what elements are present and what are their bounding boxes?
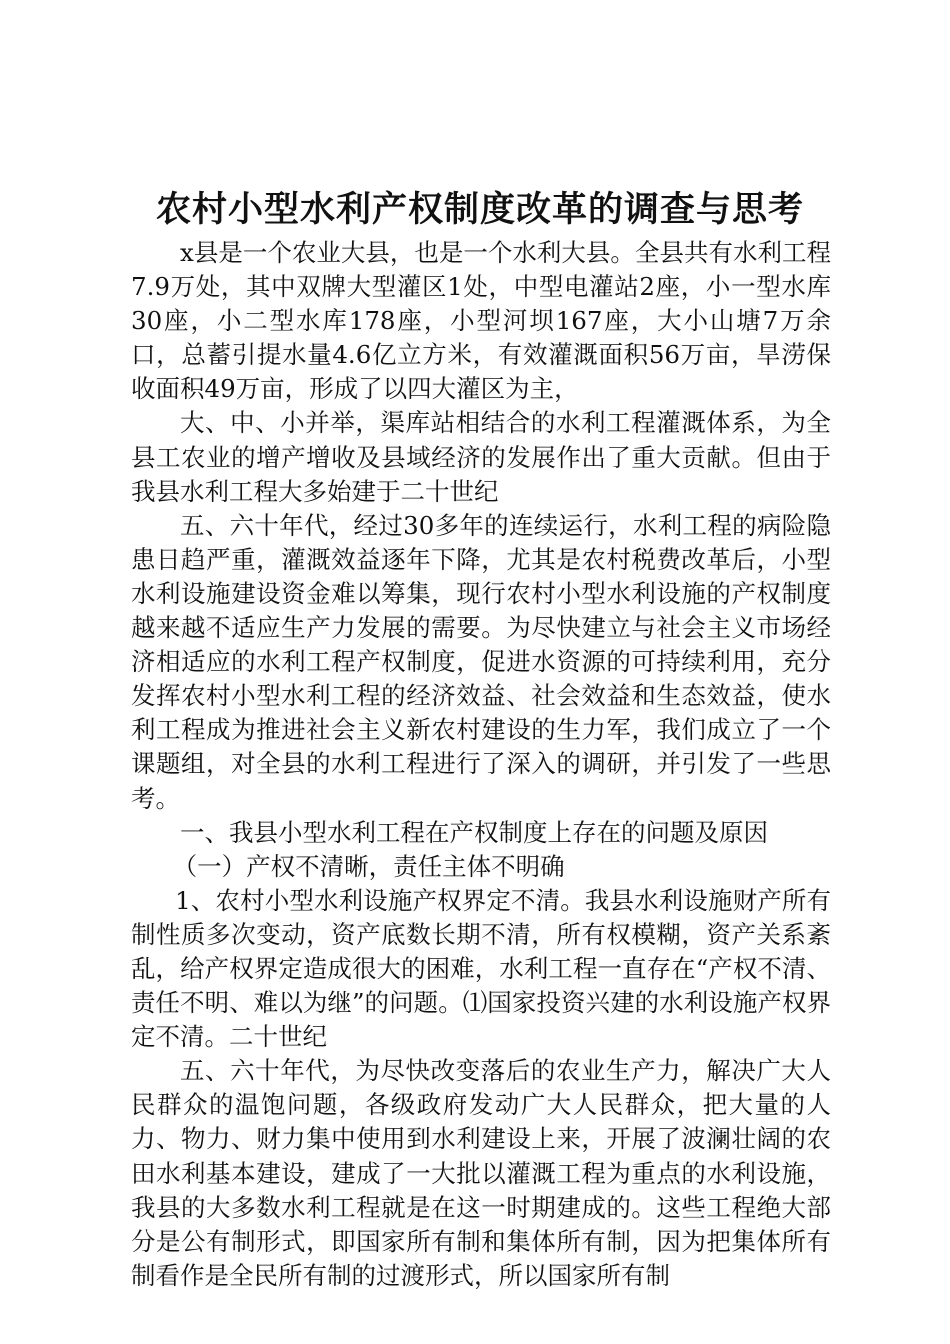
paragraph-ownership-definition: 1、农村小型水利设施产权界定不清。我县水利设施财产所有制性质多次变动，资产底数长期不清，所有权模糊，资产关系紊乱，给产权界定造成很大的困难，水利工程一直存在“产权不清、责任不明、难以为继”的问题。⑴国家投资兴建的水利设施产权界定不清。二十世纪 [131,885,831,1052]
paragraph-research-background: 五、六十年代，经过30多年的连续运行，水利工程的病险隐患日趋严重，灌溉效益逐年下降，尤其是农村税费改革后，小型水利设施建设资金难以筹集，现行农村小型水利设施的产权制度越来越不适应生产力发展的需要。为尽快建立与社会主义市场经济相适应的水利工程产权制度，促进水资源的可持续利用，充分发挥农村小型水利工程的经济效益、社会效益和生态效益，使水利工程成为推进社会主义新农村建设的生力军，我们成立了一个课题组，对全县的水利工程进行了深入的调研，并引发了一些思考。 [131,510,831,813]
paragraph-county-overview: x县是一个农业大县，也是一个水利大县。全县共有水利工程7.9万处，其中双牌大型灌区1处，中型电灌站2座，小一型水库30座，小二型水库178座，小型河坝167座，大小山塘7万余口，总蓄引提水量4.6亿立方米，有效灌溉面积56万亩，旱涝保收面积49万亩，形成了以四大灌区为主， [131,238,831,404]
document-title: 农村小型水利产权制度改革的调查与思考 [155,189,804,230]
paragraph-irrigation-system: 大、中、小并举，渠库站相结合的水利工程灌溉体系，为全县工农业的增产增收及县域经济的发展作出了重大贡献。但由于我县水利工程大多始建于二十世纪 [131,408,831,506]
section-heading-problems: 一、我县小型水利工程在产权制度上存在的问题及原因 [180,817,768,847]
document-body [131,236,831,1293]
subsection-heading-unclear-ownership: （一）产权不清晰，责任主体不明确 [172,851,565,881]
paragraph-historical-construction: 五、六十年代，为尽快改变落后的农业生产力，解决广大人民群众的温饱问题，各级政府发动广大人民群众，把大量的人力、物力、财力集中使用到水利建设上来，开展了波澜壮阔的农田水利基本建设，建成了一大批以灌溉工程为重点的水利设施，我县的大多数水利工程就是在这一时期建成的。这些工程绝大部分是公有制形式，即国家所有制和集体所有制，因为把集体所有制看作是全民所有制的过渡形式，所以国家所有制 [131,1056,831,1290]
